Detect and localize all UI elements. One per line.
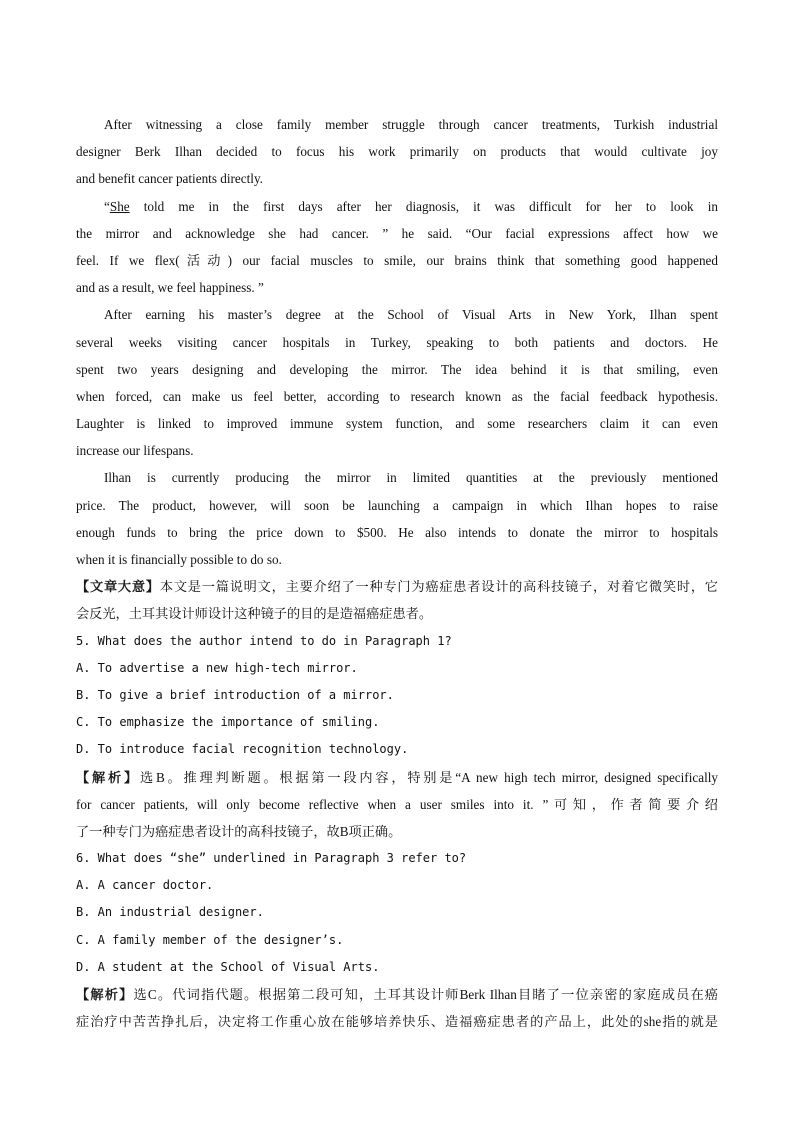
summary-line-2: 会反光，土耳其设计师设计这种镜子的目的是造福癌症患者。 <box>76 606 433 622</box>
paragraph-1-line-1: After witnessing a close family member struggle through cancer treatments, Turkish industrial <box>104 117 718 132</box>
paragraph-4-line-4: when it is financially possible to do so. <box>76 552 282 567</box>
paragraph-4-line-3: enough funds to bring the price down to $500. He also intends to donate the mirror to hospitals <box>76 524 718 540</box>
question-6-option-d: D. A student at the School of Visual Arts. <box>76 959 380 974</box>
paragraph-3-line-4: when forced, can make us feel better, according to research known as the facial feedback hypothesis. <box>76 388 718 404</box>
paragraph-3-line-6: increase our lifespans. <box>76 443 194 459</box>
question-5-analysis-line-1 <box>76 764 718 791</box>
question-5-analysis-text-1: 选B。推理判断题。根据第一段内容，特别是“A new high tech mirror, designed specifically <box>139 769 718 785</box>
question-6-option-c: C. A family member of the designer’s. <box>76 932 344 947</box>
open-quote: “ <box>104 198 110 214</box>
question-6-option-a: A. A cancer doctor. <box>76 878 214 893</box>
question-6-option-b: B. An industrial designer. <box>76 905 264 920</box>
document-body <box>76 111 718 1035</box>
question-5-option-a: A. To advertise a new high-tech mirror. <box>76 660 358 675</box>
paragraph-3-line-3: spent two years designing and developing the mirror. The idea behind it is that smiling, even <box>76 361 718 377</box>
underlined-she: She <box>109 198 130 214</box>
question-6-analysis-line-1 <box>76 981 718 1008</box>
paragraph-2-line-4: and as a result, we feel happiness. ” <box>76 280 264 296</box>
paragraph-3-line-5: Laughter is linked to improved immune system function, and some researchers claim it can even <box>76 416 718 432</box>
paragraph-1-line-2: designer Berk Ilhan decided to focus his work primarily on products that would cultivate joy <box>76 144 718 160</box>
summary-line-1 <box>76 573 718 600</box>
question-5-analysis-line-3: 了一种专门为癌症患者设计的高科技镜子，故B项正确。 <box>76 823 402 839</box>
paragraph-2-line-1-rest: told me in the first days after her diagnosis, it was difficult for her to look in <box>129 198 718 214</box>
question-5-option-d: D. To introduce facial recognition technology. <box>76 742 409 757</box>
question-5-stem: 5. What does the author intend to do in Paragraph 1? <box>76 633 452 648</box>
question-6-stem: 6. What does “she” underlined in Paragraph 3 refer to? <box>76 851 467 866</box>
summary-label: 【文章大意】 <box>76 579 160 595</box>
paragraph-3-line-2: several weeks visiting cancer hospitals in Turkey, speaking to both patients and doctors. He <box>76 334 718 350</box>
question-5-analysis-label: 【解析】 <box>76 769 140 785</box>
question-5-option-c: C. To emphasize the importance of smiling. <box>76 715 380 730</box>
question-6-analysis-text-1: 选C。代词指代题。根据第二段可知，土耳其设计师Berk Ilhan目睹了一位亲密的家庭成员在癌 <box>133 987 718 1002</box>
paragraph-4-line-2: price. The product, however, will soon be launching a campaign in which Ilhan hopes to raise <box>76 497 718 513</box>
question-6-analysis-label: 【解析】 <box>76 987 134 1002</box>
summary-text-1: 本文是一篇说明文，主要介绍了一种专门为癌症患者设计的高科技镜子，对着它微笑时，它 <box>159 579 718 595</box>
paragraph-1-line-3: and benefit cancer patients directly. <box>76 171 263 187</box>
paragraph-2-line-2: the mirror and acknowledge she had cancer. ” he said. “Our facial expressions affect how we <box>76 225 718 241</box>
paragraph-4-line-1: Ilhan is currently producing the mirror in limited quantities at the previously mentioned <box>104 470 718 486</box>
paragraph-2-line-1 <box>76 193 718 220</box>
question-6-analysis-line-2: 症治疗中苦苦挣扎后，决定将工作重心放在能够培养快乐、造福癌症患者的产品上，此处的she指的就是 <box>76 1014 718 1030</box>
question-5-option-b: B. To give a brief introduction of a mirror. <box>76 687 394 702</box>
paragraph-3-line-1: After earning his master’s degree at the School of Visual Arts in New York, Ilhan spent <box>104 307 718 323</box>
question-5-analysis-line-2: for cancer patients, will only become reflective when a user smiles into it. ”可知，作者简要介绍 <box>76 796 718 812</box>
paragraph-2-line-3: feel. If we flex(活动) our facial muscles to smile, our brains think that something good happened <box>76 252 718 268</box>
